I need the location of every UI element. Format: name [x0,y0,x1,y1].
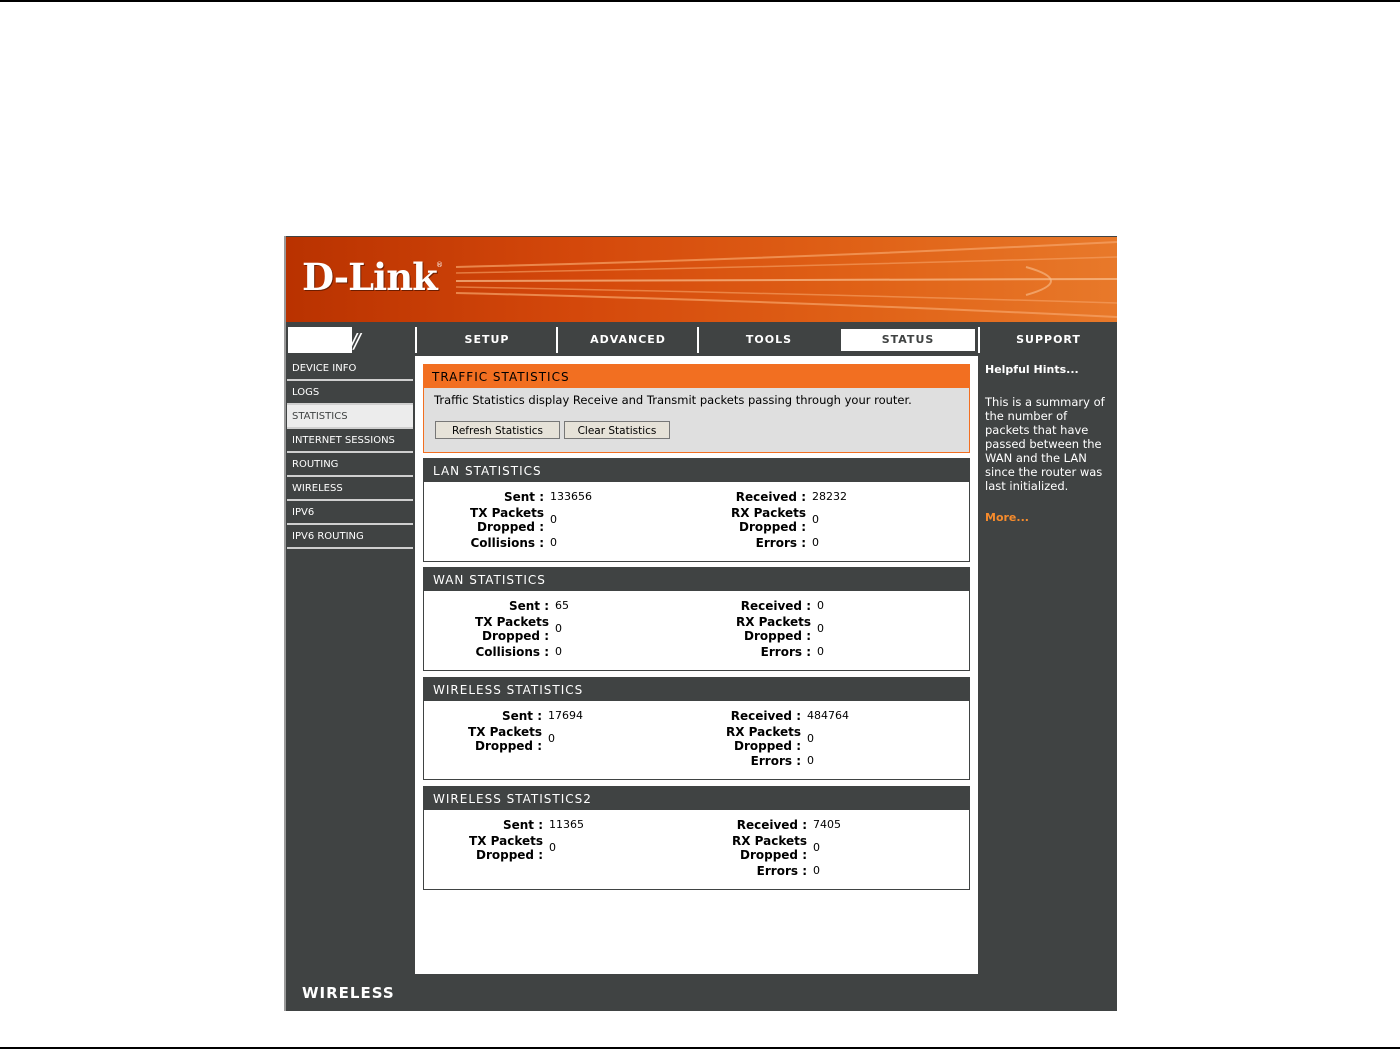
traffic-statistics-body [423,388,970,453]
wireless2-sent-value: 11365 [549,818,584,831]
slash-icon: // [350,329,358,353]
wan-statistics-box [423,567,970,671]
sidebar-item-device-info[interactable]: DEVICE INFO [287,357,413,381]
wireless-tx-label-1: TX Packets [468,725,542,739]
wireless-errors-value: 0 [807,754,814,767]
lan-sent-value: 133656 [550,490,592,503]
wireless-statistics2-body [423,810,970,890]
wan-received-label: Received : [740,599,811,613]
lan-rx-label-1: RX Packets [730,506,806,520]
wireless-tx-label-2: Dropped : [474,739,542,753]
lan-sent-label: Sent : [503,490,544,504]
wireless-rx-dropped-value: 0 [807,732,814,745]
traffic-description: Traffic Statistics display Receive and Transmit packets passing through your router. [434,393,912,407]
wireless2-received-value: 7405 [813,818,841,831]
wireless2-tx-dropped-value: 0 [549,841,556,854]
wan-collisions-value: 0 [555,645,562,658]
wan-rx-label-2: Dropped : [743,629,811,643]
sidebar-item-routing[interactable]: ROUTING [287,453,413,477]
lan-collisions-label: Collisions : [470,536,544,550]
sidebar-item-ipv6-routing[interactable]: IPV6 ROUTING [287,525,413,549]
wan-errors-value: 0 [817,645,824,658]
lan-statistics-title: LAN STATISTICS [423,458,970,482]
sidebar-item-logs[interactable]: LOGS [287,381,413,405]
wireless-received-value: 484764 [807,709,849,722]
lan-rx-dropped-value: 0 [812,513,819,526]
wan-tx-label-2: Dropped : [481,629,549,643]
wireless2-rx-dropped-value: 0 [813,841,820,854]
wireless-statistics2-box [423,786,970,890]
wan-rx-label-1: RX Packets [735,615,811,629]
wireless-rx-label-1: RX Packets [725,725,801,739]
wireless2-rx-label-2: Dropped : [739,848,807,862]
main-content [415,356,978,974]
wireless-statistics2-title: WIRELESS STATISTICS2 [423,786,970,810]
wireless2-errors-label: Errors : [756,864,807,878]
wireless2-rx-label-1: RX Packets [731,834,807,848]
sidebar-item-ipv6[interactable]: IPV6 [287,501,413,525]
more-link[interactable]: More... [985,511,1029,524]
tab-advanced[interactable]: ADVANCED [556,327,698,353]
wireless-tx-dropped-value: 0 [548,732,555,745]
registered-mark: ® [436,261,443,269]
top-rule [0,0,1400,2]
wireless2-tx-label-1: TX Packets [469,834,543,848]
sidebar-item-statistics[interactable]: STATISTICS [287,405,413,429]
model-box [288,327,413,353]
wan-statistics-body [423,591,970,671]
sidebar-item-wireless[interactable]: WIRELESS [287,477,413,501]
bottom-rule [0,1047,1400,1049]
refresh-statistics-button[interactable]: Refresh Statistics [435,421,560,439]
helpful-hints-text: This is a summary of the number of packets that have passed between the WAN and the LAN since the router was last initialized. [985,395,1105,493]
lan-received-value: 28232 [812,490,847,503]
wireless2-tx-label-2: Dropped : [475,848,543,862]
wan-errors-label: Errors : [760,645,811,659]
wireless-statistics-box [423,677,970,780]
lan-tx-dropped-value: 0 [550,513,557,526]
wan-collisions-label: Collisions : [475,645,549,659]
lan-received-label: Received : [735,490,806,504]
lan-statistics-body [423,482,970,562]
helpful-hints-title: Helpful Hints... [985,363,1079,376]
lan-tx-label-1: TX Packets [470,506,544,520]
tab-tools[interactable]: TOOLS [697,327,839,353]
tab-support[interactable]: SUPPORT [978,327,1117,353]
frame-edge [284,236,286,1011]
tab-status[interactable]: STATUS [839,327,977,353]
wireless2-received-label: Received : [736,818,807,832]
wireless2-errors-value: 0 [813,864,820,877]
wan-tx-dropped-value: 0 [555,622,562,635]
dlink-logo: D-Link [302,255,437,299]
wireless-statistics-title: WIRELESS STATISTICS [423,677,970,701]
wan-tx-label-1: TX Packets [475,615,549,629]
wireless-sent-value: 17694 [548,709,583,722]
model-white-block [288,327,352,353]
lan-errors-label: Errors : [755,536,806,550]
wan-sent-label: Sent : [508,599,549,613]
wan-sent-value: 65 [555,599,569,612]
lan-statistics-box [423,458,970,562]
wireless-sent-label: Sent : [501,709,542,723]
tab-setup[interactable]: SETUP [415,327,557,353]
clear-statistics-button[interactable]: Clear Statistics [564,421,670,439]
sidebar-menu [287,357,413,549]
wan-rx-dropped-value: 0 [817,622,824,635]
wireless-rx-label-2: Dropped : [733,739,801,753]
lan-rx-label-2: Dropped : [738,520,806,534]
wireless2-sent-label: Sent : [502,818,543,832]
wireless-footer-logo: WIRELESS [302,984,395,1002]
wireless-statistics-body [423,701,970,780]
lan-errors-value: 0 [812,536,819,549]
traffic-statistics-title: TRAFFIC STATISTICS [423,364,970,388]
wan-statistics-title: WAN STATISTICS [423,567,970,591]
lan-collisions-value: 0 [550,536,557,549]
sidebar-item-internet-sessions[interactable]: INTERNET SESSIONS [287,429,413,453]
wan-received-value: 0 [817,599,824,612]
wireless-received-label: Received : [730,709,801,723]
header-banner [286,237,1117,322]
wireless-errors-label: Errors : [750,754,801,768]
traffic-statistics-box [423,364,970,453]
lan-tx-label-2: Dropped : [476,520,544,534]
